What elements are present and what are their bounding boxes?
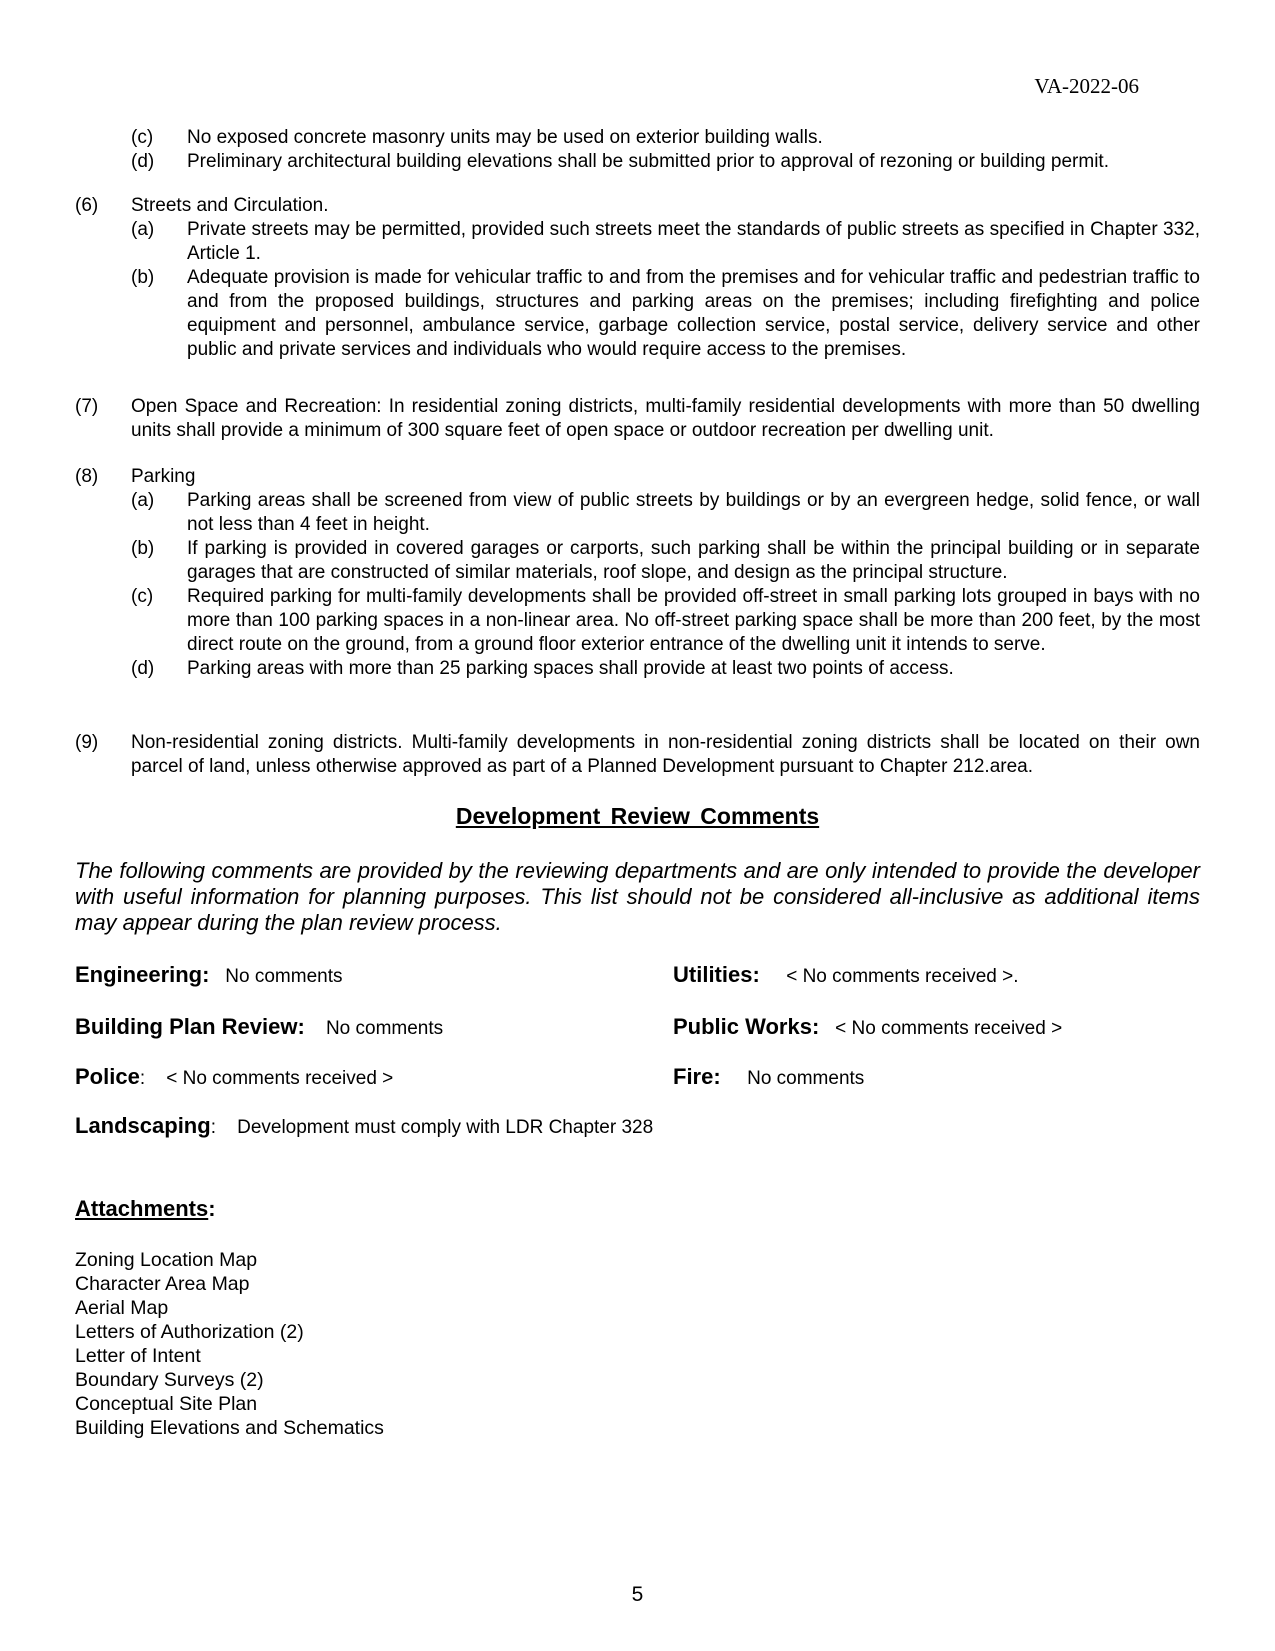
item-letter: (a) — [131, 219, 155, 240]
list-item — [131, 126, 1200, 150]
comment-label: Engineering: — [75, 962, 210, 987]
item-letter: (c) — [131, 127, 154, 148]
section-text: Open Space and Recreation: In residential zoning districts, multi-family residential developments with more than 50 dwelling units shall provide a minimum of 300 square feet of open space or outdoor recreation per dwelling unit. — [131, 396, 1200, 441]
section-number: (7) — [75, 396, 99, 417]
section-number: (8) — [75, 466, 99, 487]
comment-value: Development must comply with LDR Chapter 328 — [237, 1117, 654, 1138]
item-text: Parking areas shall be screened from view of public streets by buildings or by an evergreen hedge, solid fence, or wall not less than 4 feet in height. — [187, 490, 1200, 535]
item-text: Preliminary architectural building elevations shall be submitted prior to approval of rezoning or building permit. — [187, 151, 1109, 172]
comment-label: Building Plan Review: — [75, 1014, 305, 1039]
section-8 — [75, 465, 1200, 681]
attachment-item: Letter of Intent — [75, 1345, 201, 1367]
item-text: If parking is provided in covered garages or carports, such parking shall be within the principal building or in separate garages that are constructed of similar materials, roof slope, and design as the principal structure. — [187, 538, 1200, 583]
attachments-list — [75, 1248, 384, 1440]
comment-value: < No comments received >. — [786, 966, 1019, 987]
attachment-item: Aerial Map — [75, 1297, 169, 1319]
section-7 — [75, 395, 1200, 443]
item-text: Parking areas with more than 25 parking spaces shall provide at least two points of access. — [187, 658, 954, 679]
attachment-item: Character Area Map — [75, 1273, 250, 1295]
attachment-item: Building Elevations and Schematics — [75, 1417, 384, 1439]
comment-value: No comments — [747, 1068, 865, 1089]
list-item — [131, 150, 1200, 174]
list-item — [131, 657, 1200, 681]
list-item — [131, 585, 1200, 657]
item-letter: (d) — [131, 658, 155, 679]
comment-landscaping: Landscaping: Development must comply with LDR Chapter 328 — [75, 1113, 654, 1138]
list-item — [131, 537, 1200, 585]
comment-label: Fire: — [673, 1064, 721, 1089]
comment-utilities — [673, 962, 1019, 988]
list-item — [131, 489, 1200, 537]
comment-value: No comments — [225, 966, 343, 987]
item-letter: (b) — [131, 267, 155, 288]
section-text: Non-residential zoning districts. Multi-family developments in non-residential zoning districts shall be located on their own parcel of land, unless otherwise approved as part of a Planned Development pursuant to Chapter 212.area. — [131, 732, 1200, 777]
list-item — [131, 266, 1200, 362]
attachment-item: Boundary Surveys (2) — [75, 1369, 264, 1391]
comment-value: No comments — [325, 1018, 444, 1039]
comment-label: Utilities: — [673, 962, 760, 987]
comment-value: < No comments received > — [835, 1018, 1063, 1039]
section-number: (6) — [75, 195, 99, 216]
attachment-item: Conceptual Site Plan — [75, 1393, 258, 1415]
comment-fire — [673, 1064, 864, 1090]
list-item — [131, 218, 1200, 266]
section-title: Streets and Circulation. — [131, 195, 329, 216]
comment-label: Landscaping — [75, 1113, 211, 1138]
review-intro: The following comments are provided by the reviewing departments and are only intended to provide the developer with useful information for planning purposes. This list should not be considered all-inclusive as additional items may appear during the plan review process. — [75, 858, 1200, 935]
comment-label: Police — [75, 1064, 140, 1089]
section-title: Parking — [131, 466, 196, 487]
section-6 — [75, 194, 1200, 362]
comment-building-plan-review — [75, 1014, 443, 1040]
item-letter: (c) — [131, 586, 154, 607]
review-heading: Development Review Comments — [455, 803, 820, 829]
attachment-item: Zoning Location Map — [75, 1249, 258, 1271]
item-letter: (d) — [131, 151, 155, 172]
comment-engineering — [75, 962, 343, 988]
comment-public-works — [673, 1014, 1062, 1040]
attachments-title: Attachments: — [75, 1196, 216, 1221]
section-9 — [75, 731, 1200, 779]
item-letter: (a) — [131, 490, 155, 511]
item-text: Required parking for multi-family developments shall be provided off-street in small parking lots grouped in bays with no more than 100 parking spaces in a non-linear area. No off-street parking space shall be more than 200 feet, by the most direct route on the ground, from a ground floor exterior entrance of the dwelling unit it intends to serve. — [187, 586, 1200, 655]
comment-police: Police: < No comments received > — [75, 1064, 394, 1089]
section-number: (9) — [75, 732, 99, 753]
comment-label: Public Works: — [673, 1014, 820, 1039]
item-text: Private streets may be permitted, provided such streets meet the standards of public streets as specified in Chapter 332, Article 1. — [187, 219, 1200, 264]
document-id: VA-2022-06 — [1034, 74, 1139, 98]
continued-items — [75, 126, 1200, 174]
item-text: Adequate provision is made for vehicular traffic to and from the premises and for vehicular traffic and pedestrian traffic to and from the proposed buildings, structures and parking areas on the premises; including firefighting and police equipment and personnel, ambulance service, garbage collection service, postal service, delivery service and other public and private services and individuals who would require access to the premises. — [187, 267, 1200, 360]
comment-value: < No comments received > — [166, 1068, 394, 1089]
item-text: No exposed concrete masonry units may be used on exterior building walls. — [187, 127, 823, 148]
attachment-item: Letters of Authorization (2) — [75, 1321, 304, 1343]
page-number: 5 — [631, 1583, 644, 1606]
item-letter: (b) — [131, 538, 155, 559]
